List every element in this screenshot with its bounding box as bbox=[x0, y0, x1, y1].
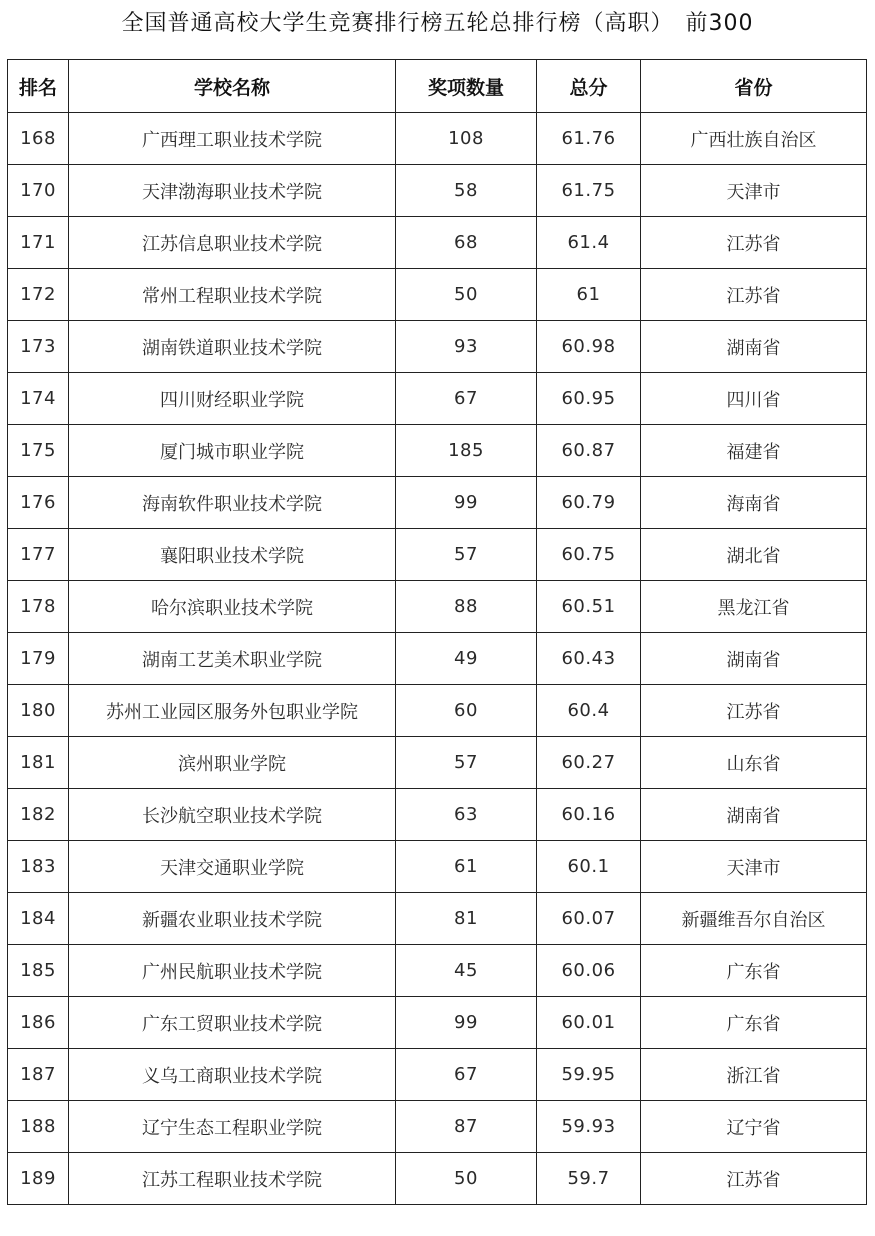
cell-school: 江苏工程职业技术学院 bbox=[69, 1153, 396, 1205]
table-row bbox=[8, 321, 867, 373]
cell-awards: 87 bbox=[396, 1101, 537, 1153]
cell-awards: 108 bbox=[396, 113, 537, 165]
cell-awards: 93 bbox=[396, 321, 537, 373]
cell-awards: 88 bbox=[396, 581, 537, 633]
table-row bbox=[8, 633, 867, 685]
table-row bbox=[8, 1101, 867, 1153]
cell-score: 60.51 bbox=[537, 581, 641, 633]
cell-province: 广东省 bbox=[641, 997, 867, 1049]
cell-awards: 61 bbox=[396, 841, 537, 893]
cell-province: 湖北省 bbox=[641, 529, 867, 581]
cell-rank: 183 bbox=[8, 841, 69, 893]
cell-province: 天津市 bbox=[641, 165, 867, 217]
cell-school: 天津渤海职业技术学院 bbox=[69, 165, 396, 217]
cell-score: 60.06 bbox=[537, 945, 641, 997]
cell-rank: 185 bbox=[8, 945, 69, 997]
cell-score: 59.7 bbox=[537, 1153, 641, 1205]
cell-score: 60.27 bbox=[537, 737, 641, 789]
cell-school: 襄阳职业技术学院 bbox=[69, 529, 396, 581]
cell-province: 福建省 bbox=[641, 425, 867, 477]
cell-province: 江苏省 bbox=[641, 217, 867, 269]
cell-school: 常州工程职业技术学院 bbox=[69, 269, 396, 321]
cell-rank: 182 bbox=[8, 789, 69, 841]
table-row bbox=[8, 477, 867, 529]
cell-school: 辽宁生态工程职业学院 bbox=[69, 1101, 396, 1153]
cell-awards: 57 bbox=[396, 737, 537, 789]
table-row bbox=[8, 893, 867, 945]
cell-awards: 68 bbox=[396, 217, 537, 269]
ranking-table bbox=[7, 59, 867, 1205]
cell-rank: 181 bbox=[8, 737, 69, 789]
cell-school: 江苏信息职业技术学院 bbox=[69, 217, 396, 269]
table-row bbox=[8, 529, 867, 581]
header-rank: 排名 bbox=[8, 60, 69, 113]
cell-score: 61.75 bbox=[537, 165, 641, 217]
cell-school: 湖南铁道职业技术学院 bbox=[69, 321, 396, 373]
table-row bbox=[8, 997, 867, 1049]
header-school: 学校名称 bbox=[69, 60, 396, 113]
header-row bbox=[8, 60, 867, 113]
cell-score: 60.75 bbox=[537, 529, 641, 581]
cell-score: 60.95 bbox=[537, 373, 641, 425]
cell-rank: 176 bbox=[8, 477, 69, 529]
cell-rank: 171 bbox=[8, 217, 69, 269]
cell-awards: 60 bbox=[396, 685, 537, 737]
cell-province: 黑龙江省 bbox=[641, 581, 867, 633]
table-row bbox=[8, 113, 867, 165]
table-header bbox=[8, 60, 867, 113]
cell-score: 59.93 bbox=[537, 1101, 641, 1153]
cell-score: 60.16 bbox=[537, 789, 641, 841]
cell-rank: 172 bbox=[8, 269, 69, 321]
cell-school: 新疆农业职业技术学院 bbox=[69, 893, 396, 945]
cell-score: 60.1 bbox=[537, 841, 641, 893]
header-score: 总分 bbox=[537, 60, 641, 113]
header-awards: 奖项数量 bbox=[396, 60, 537, 113]
cell-score: 60.01 bbox=[537, 997, 641, 1049]
cell-province: 四川省 bbox=[641, 373, 867, 425]
cell-score: 60.79 bbox=[537, 477, 641, 529]
cell-awards: 81 bbox=[396, 893, 537, 945]
table-row bbox=[8, 217, 867, 269]
cell-rank: 175 bbox=[8, 425, 69, 477]
page-title: 全国普通高校大学生竞赛排行榜五轮总排行榜（高职） 前300 bbox=[121, 11, 754, 36]
cell-rank: 179 bbox=[8, 633, 69, 685]
cell-school: 义乌工商职业技术学院 bbox=[69, 1049, 396, 1101]
cell-score: 61 bbox=[537, 269, 641, 321]
cell-awards: 99 bbox=[396, 997, 537, 1049]
cell-school: 滨州职业学院 bbox=[69, 737, 396, 789]
cell-rank: 168 bbox=[8, 113, 69, 165]
cell-score: 61.4 bbox=[537, 217, 641, 269]
cell-score: 60.07 bbox=[537, 893, 641, 945]
cell-awards: 50 bbox=[396, 1153, 537, 1205]
cell-awards: 45 bbox=[396, 945, 537, 997]
cell-rank: 177 bbox=[8, 529, 69, 581]
cell-province: 湖南省 bbox=[641, 789, 867, 841]
cell-school: 广东工贸职业技术学院 bbox=[69, 997, 396, 1049]
table-row bbox=[8, 1153, 867, 1205]
cell-rank: 184 bbox=[8, 893, 69, 945]
cell-awards: 57 bbox=[396, 529, 537, 581]
cell-rank: 173 bbox=[8, 321, 69, 373]
cell-score: 60.43 bbox=[537, 633, 641, 685]
cell-rank: 180 bbox=[8, 685, 69, 737]
cell-awards: 67 bbox=[396, 373, 537, 425]
cell-province: 浙江省 bbox=[641, 1049, 867, 1101]
cell-rank: 178 bbox=[8, 581, 69, 633]
cell-school: 天津交通职业学院 bbox=[69, 841, 396, 893]
cell-province: 江苏省 bbox=[641, 269, 867, 321]
cell-rank: 170 bbox=[8, 165, 69, 217]
cell-rank: 187 bbox=[8, 1049, 69, 1101]
cell-awards: 63 bbox=[396, 789, 537, 841]
cell-province: 湖南省 bbox=[641, 321, 867, 373]
cell-rank: 189 bbox=[8, 1153, 69, 1205]
table-row bbox=[8, 581, 867, 633]
cell-school: 海南软件职业技术学院 bbox=[69, 477, 396, 529]
cell-score: 60.98 bbox=[537, 321, 641, 373]
cell-score: 59.95 bbox=[537, 1049, 641, 1101]
cell-province: 新疆维吾尔自治区 bbox=[641, 893, 867, 945]
cell-score: 61.76 bbox=[537, 113, 641, 165]
cell-school: 苏州工业园区服务外包职业学院 bbox=[69, 685, 396, 737]
cell-school: 长沙航空职业技术学院 bbox=[69, 789, 396, 841]
cell-awards: 50 bbox=[396, 269, 537, 321]
table-row bbox=[8, 789, 867, 841]
cell-score: 60.87 bbox=[537, 425, 641, 477]
table-row bbox=[8, 373, 867, 425]
cell-province: 天津市 bbox=[641, 841, 867, 893]
table-row bbox=[8, 685, 867, 737]
cell-awards: 67 bbox=[396, 1049, 537, 1101]
table-body bbox=[8, 113, 867, 1205]
cell-score: 60.4 bbox=[537, 685, 641, 737]
table-row bbox=[8, 945, 867, 997]
cell-school: 四川财经职业学院 bbox=[69, 373, 396, 425]
table-row bbox=[8, 737, 867, 789]
table-row bbox=[8, 165, 867, 217]
header-province: 省份 bbox=[641, 60, 867, 113]
cell-province: 辽宁省 bbox=[641, 1101, 867, 1153]
cell-rank: 188 bbox=[8, 1101, 69, 1153]
cell-province: 广西壮族自治区 bbox=[641, 113, 867, 165]
cell-school: 广西理工职业技术学院 bbox=[69, 113, 396, 165]
cell-school: 哈尔滨职业技术学院 bbox=[69, 581, 396, 633]
cell-province: 广东省 bbox=[641, 945, 867, 997]
cell-school: 厦门城市职业学院 bbox=[69, 425, 396, 477]
cell-rank: 174 bbox=[8, 373, 69, 425]
cell-awards: 49 bbox=[396, 633, 537, 685]
cell-rank: 186 bbox=[8, 997, 69, 1049]
cell-province: 江苏省 bbox=[641, 685, 867, 737]
table-row bbox=[8, 841, 867, 893]
cell-province: 湖南省 bbox=[641, 633, 867, 685]
cell-awards: 185 bbox=[396, 425, 537, 477]
cell-school: 湖南工艺美术职业学院 bbox=[69, 633, 396, 685]
table-row bbox=[8, 425, 867, 477]
cell-awards: 99 bbox=[396, 477, 537, 529]
cell-school: 广州民航职业技术学院 bbox=[69, 945, 396, 997]
table-row bbox=[8, 1049, 867, 1101]
cell-province: 江苏省 bbox=[641, 1153, 867, 1205]
cell-province: 海南省 bbox=[641, 477, 867, 529]
cell-province: 山东省 bbox=[641, 737, 867, 789]
table-row bbox=[8, 269, 867, 321]
cell-awards: 58 bbox=[396, 165, 537, 217]
